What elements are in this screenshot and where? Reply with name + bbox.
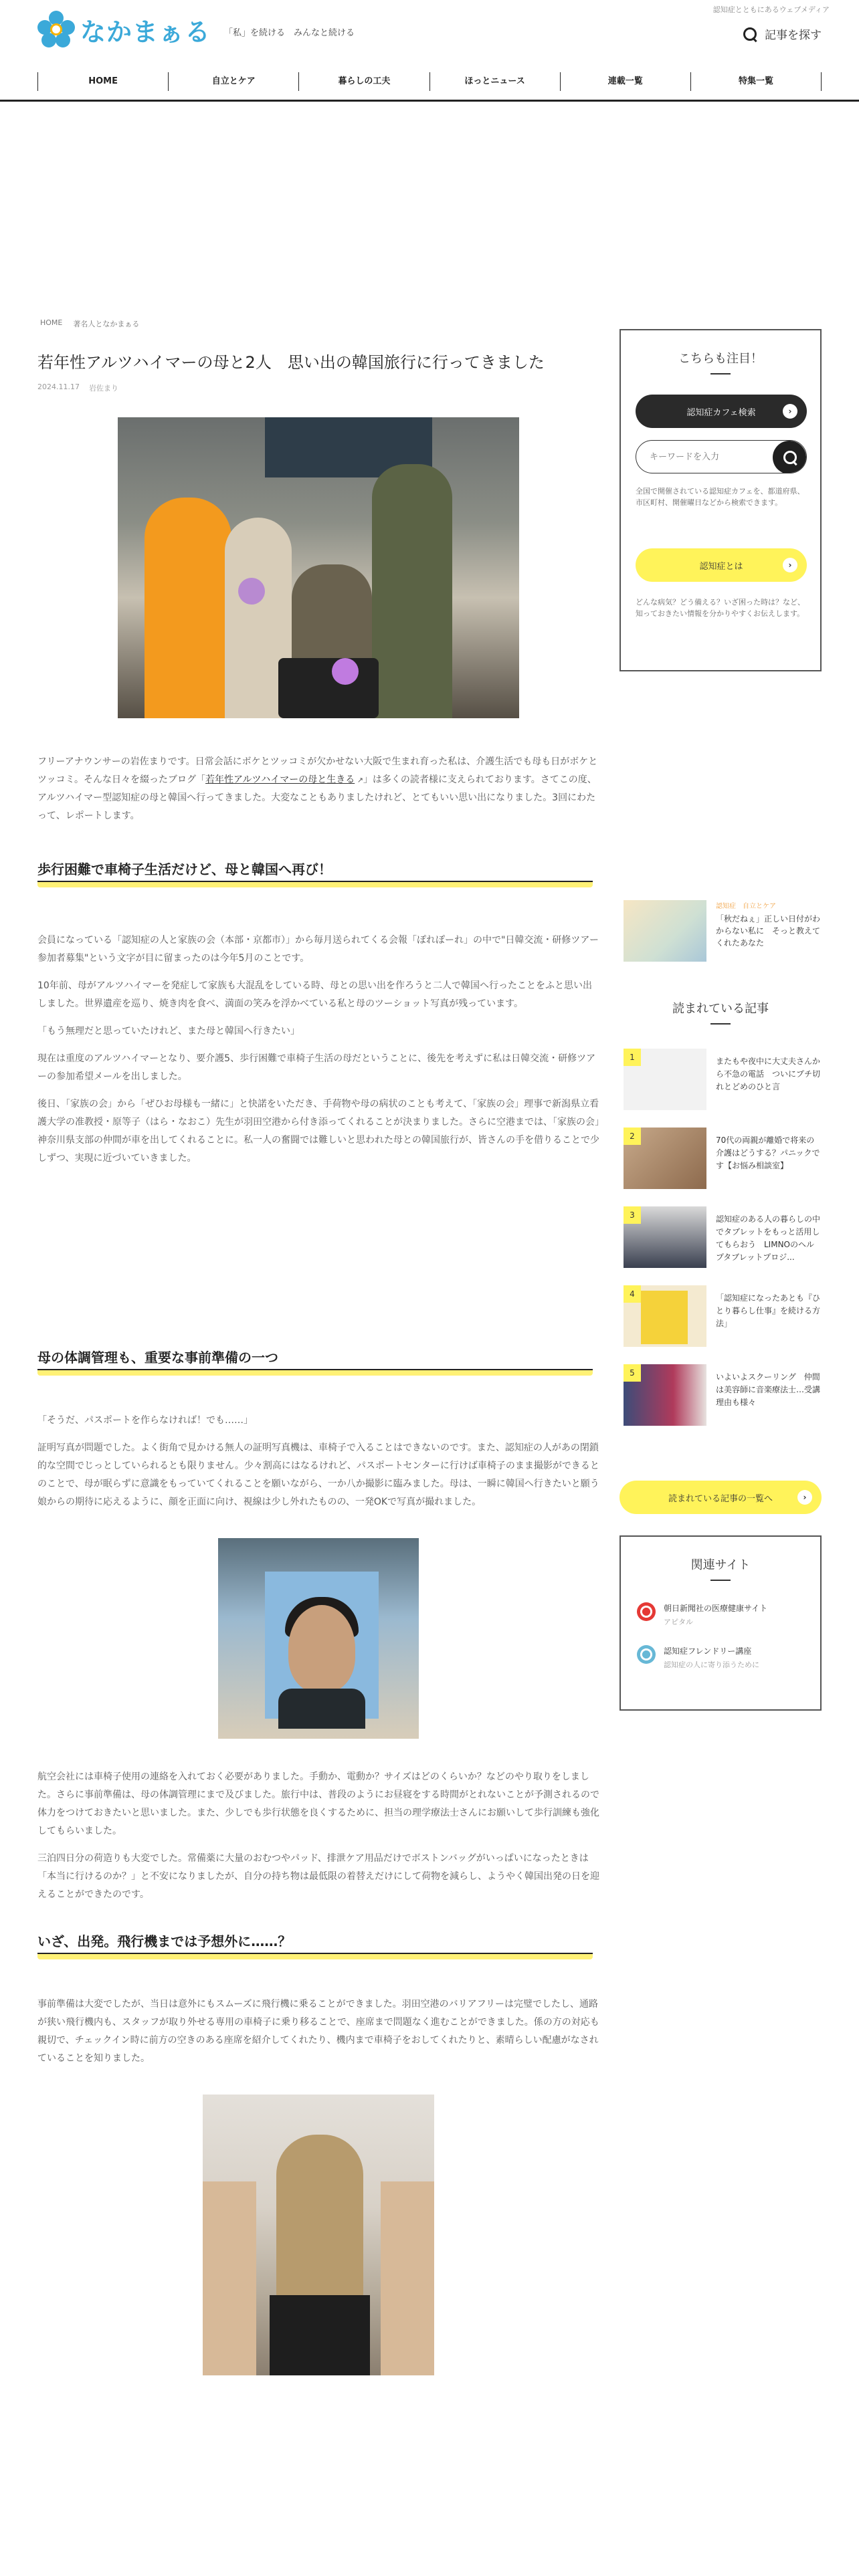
section2-paragraph-4: 三泊四日分の荷造りも大変でした。常備薬に大量のおむつやパッド、排泄ケア用品だけでボストンバッグがいっぱいになったときは「本当に行けるのか？」と不安になりましたが、自分の持ち物は最低限の着替えだけにして荷物を減らし、ようやく韓国出発の日を迎えることができたのです。	[37, 1853, 599, 1900]
cafe-search-label: 認知症カフェ検索	[686, 407, 756, 418]
global-nav	[37, 72, 822, 91]
rank-badge: 4	[624, 1285, 641, 1303]
apital-logo-icon	[637, 1602, 656, 1621]
airplane-photo-image	[203, 2095, 434, 2375]
popular-list-label: 読まれている記事の一覧へ	[668, 1493, 773, 1504]
ranking-title: 「認知症になったあとも『ひとり暮らし仕事』を続ける方法」	[716, 1293, 821, 1328]
keyword-search	[636, 440, 807, 473]
nav-home[interactable]: HOME	[37, 72, 168, 91]
cafe-search-button[interactable]	[636, 395, 807, 428]
chevron-right-icon: ›	[797, 1490, 812, 1505]
intro-paragraph	[37, 753, 599, 825]
ranking-title: いよいよスクーリング 仲間は美容師に音楽療法士…受講理由も様々	[716, 1372, 821, 1407]
search-label: 記事を探す	[765, 29, 822, 42]
section1-paragraph-3: 「もう無理だと思っていたけれど、また母と韓国へ行きたい」	[37, 1026, 300, 1037]
site-header	[0, 0, 859, 102]
about-dementia-label: 認知症とは	[699, 561, 743, 572]
related-site-2[interactable]	[637, 1645, 759, 1670]
section1-paragraph-2: 10年前、母がアルツハイマーを発症して家族も大混乱をしている時、母との思い出を作ろうと二人で韓国へ行ったことをふと思い出しました。世界遺産を巡り、焼き肉を食べ、満面の笑みを浮かべている私と母のツーショット写真が残っています。	[37, 980, 592, 1009]
nav-series[interactable]: 連載一覧	[560, 72, 690, 91]
ranking-item-5[interactable]	[624, 1364, 822, 1426]
ranking-title: 認知症のある人の暮らしの中でタブレットをもっと活用してもらおう LIMNOのヘルプタブレットプロジ...	[716, 1214, 821, 1262]
related-site-1[interactable]	[637, 1602, 767, 1627]
section1-paragraph-4: 現在は重度のアルツハイマーとなり、要介護5、歩行困難で車椅子生活の母だということに、後先を考えずに私は日韓交流・研修ツアーの参加希望メールを出しました。	[37, 1053, 596, 1082]
related-site-sub: アピタル	[664, 1618, 693, 1626]
ranking-item-2[interactable]	[624, 1128, 822, 1189]
ranking-thumbnail	[624, 1049, 706, 1110]
ranking-title: 70代の両親が離婚で将来の介護はどうする？パニックです【お悩み相談室】	[716, 1136, 820, 1170]
chevron-right-icon: ›	[783, 558, 797, 572]
section-heading-1: 歩行困難で車椅子生活だけど、母と韓国へ再び！	[37, 859, 599, 883]
ranking-item-3[interactable]	[624, 1206, 822, 1268]
ranking-thumbnail	[624, 1285, 706, 1347]
ranking-thumbnail	[624, 1206, 706, 1268]
section-heading-2: 母の体調管理も、重要な事前準備の一つ	[37, 1347, 599, 1372]
section1-paragraph-5: 後日、「家族の会」から「ぜひお母様も一緒に」と快諾をいただき、手荷物や母の病状のことも考えて、「家族の会」理事で新潟県立看護大学の准教授・原等子（はら・なおこ）先生が羽田空港から付き添ってくれることが決まりました。さらに空港までは、「家族の会」神奈川県支部の仲間が車を出してくれることに。私一人の奮闘では難しいと思われた母との韓国旅行が、皆さんの手を借りることで少しずつ、実現に近づいていきました。	[37, 1099, 599, 1164]
keyword-search-button[interactable]	[773, 441, 806, 473]
related-site-sub: 認知症の人に寄り添うために	[664, 1660, 759, 1669]
feature-thumbnail	[624, 900, 706, 962]
breadcrumb-category[interactable]: 著名人となかまぁる	[73, 320, 140, 328]
related-site-name: 認知症フレンドリー講座	[664, 1646, 752, 1656]
ranking-item-1[interactable]	[624, 1049, 822, 1110]
rank-badge: 3	[624, 1206, 641, 1224]
rank-badge: 2	[624, 1128, 641, 1145]
nav-care[interactable]: 自立とケア	[168, 72, 298, 91]
cafe-description: 全国で開催されている認知症カフェを、都道府県、市区町村、開催曜日などから検索できます。	[636, 487, 805, 507]
intro-text-2: 」は多くの読者様に支えられております。さてこの度、アルツハイマー型認知症の母と韓国へ行ってきました。大変なこともありましたけれど、とてもいい思い出になりました。3回にわたって、レポートします。	[37, 774, 597, 821]
site-tagline: 認知症とともにあるウェブメディア	[712, 5, 830, 14]
rank-badge: 1	[624, 1049, 641, 1066]
section3-paragraph-1: 事前準備は大変でしたが、当日は意外にもスムーズに飛行機に乗ることができました。羽田空港のバリアフリーは完璧でしたし、通路が狭い飛行機内も、スタッフが取り外せる専用の車椅子に乗り移ることで、座席まで問題なく進むことができました。係の方の対応も親切で、チェックイン時に前方の空きのある座席を紹介してくれたり、機内まで車椅子をおしてくれたりと、素晴らしい配慮がなされていることを知りました。	[37, 1999, 599, 2064]
nav-features[interactable]: 特集一覧	[690, 72, 822, 91]
related-title: 関連サイト	[690, 1558, 751, 1572]
group-photo-image	[118, 417, 519, 718]
feature-title: 「秋だねぇ」正しい日付がわからない私に そっと教えてくれたあなた	[716, 914, 821, 948]
search-link[interactable]	[742, 25, 822, 42]
breadcrumb-home[interactable]: HOME	[40, 318, 63, 327]
popular-list-button[interactable]	[619, 1481, 822, 1514]
keyword-input[interactable]	[636, 441, 773, 473]
section-heading-3: いざ、出発。飛行機までは予想外に……？	[37, 1931, 599, 1955]
article	[37, 349, 609, 2375]
about-dementia-button[interactable]	[636, 548, 807, 582]
feature-article[interactable]	[624, 900, 822, 962]
article-date: 2024.11.17	[37, 383, 80, 391]
flower-logo-icon	[37, 11, 75, 48]
nav-living[interactable]: 暮らしの工夫	[298, 72, 429, 91]
article-author[interactable]: 岩佐まり	[88, 384, 118, 393]
chevron-right-icon: ›	[783, 404, 797, 419]
sidebar-notice-box	[619, 329, 822, 671]
logo-text: なかまぁる	[80, 17, 211, 47]
search-icon	[782, 449, 798, 465]
section2-paragraph-3: 航空会社には車椅子使用の連絡を入れておく必要がありました。手動か、電動か？サイズはどのくらいか？などのやり取りをしました。さらに事前準備は、母の体調管理にまで及びました。旅行中は、普段のようにお昼寝をする時間がとれないことが予測されるので体力をつけておきたいと思いました。また、少しでも歩行状態を良くするために、担当の理学療法士さんにお願いして歩行訓練も強化してもらいました。	[37, 1772, 599, 1836]
nav-news[interactable]: ほっとニュース	[430, 72, 560, 91]
section2-paragraph-1: 「そうだ、パスポートを作らなければ！でも……」	[37, 1415, 253, 1426]
section1-paragraph-1: 会員になっている「認知症の人と家族の会（本部・京都市）」から毎月送られてくる会報「ぽれぽーれ」の中で"日韓交流・研修ツアー 参加者募集"という文字が目に留まったのは今年5月のことです。	[37, 935, 609, 964]
intro-text-1: フリーアナウンサーの岩佐まりです。日常会話にボケとツッコミが欠かせない大阪で生まれ育った私は、介護生活でも母も日がボケとツッコミ。そんな日々を綴ったブログ「	[37, 756, 598, 785]
ranking-thumbnail	[624, 1128, 706, 1189]
article-meta	[37, 383, 599, 393]
external-link-icon: ↗	[355, 776, 363, 784]
related-sites-box	[619, 1535, 822, 1711]
blog-link[interactable]: 若年性アルツハイマーの母と生きる	[205, 774, 355, 785]
feature-category: 認知症 自立とケア	[716, 903, 776, 910]
search-icon	[742, 26, 758, 42]
friendly-course-logo-icon	[637, 1645, 656, 1664]
ranking-title: またもや夜中に大丈夫さんから不急の電話 ついにプチ切れとどめのひと言	[716, 1057, 821, 1091]
article-title: 若年性アルツハイマーの母と2人 思い出の韓国旅行に行ってきました	[37, 353, 545, 372]
site-logo[interactable]	[37, 11, 355, 48]
breadcrumb	[40, 318, 139, 329]
about-description: どんな病気？どう備える？いざ困った時は？など、知っておきたい情報を分かりやすくお伝えします。	[636, 598, 805, 618]
passport-photo-image	[218, 1538, 419, 1739]
popular-title: 読まれている記事	[672, 1002, 769, 1016]
related-site-name: 朝日新聞社の医療健康サイト	[664, 1604, 768, 1613]
ranking-item-4[interactable]	[624, 1285, 822, 1347]
logo-subtitle: 「私」を続ける みんなと続ける	[224, 27, 355, 38]
section2-paragraph-2: 証明写真が問題でした。よく街角で見かける無人の証明写真機は、車椅子で入ることはできないのです。また、認知症の人があの閉鎖的な空間でじっとしていられるとも限りません。少々割高にはなるけれど、パスポートセンターに行けば車椅子のまま撮影ができるとのことで、母が眠らずに意識をもっていてくれることを願いながら、一か八か撮影に臨みました。母は、一瞬に韓国へ行きたいと願う娘からの期待に応えるように、顔を正面に向け、視線は少し外れたものの、一発OKで写真が撮れました。	[37, 1442, 599, 1507]
rank-badge: 5	[624, 1364, 641, 1382]
ranking-thumbnail	[624, 1364, 706, 1426]
notice-title: こちらも注目！	[678, 352, 763, 366]
